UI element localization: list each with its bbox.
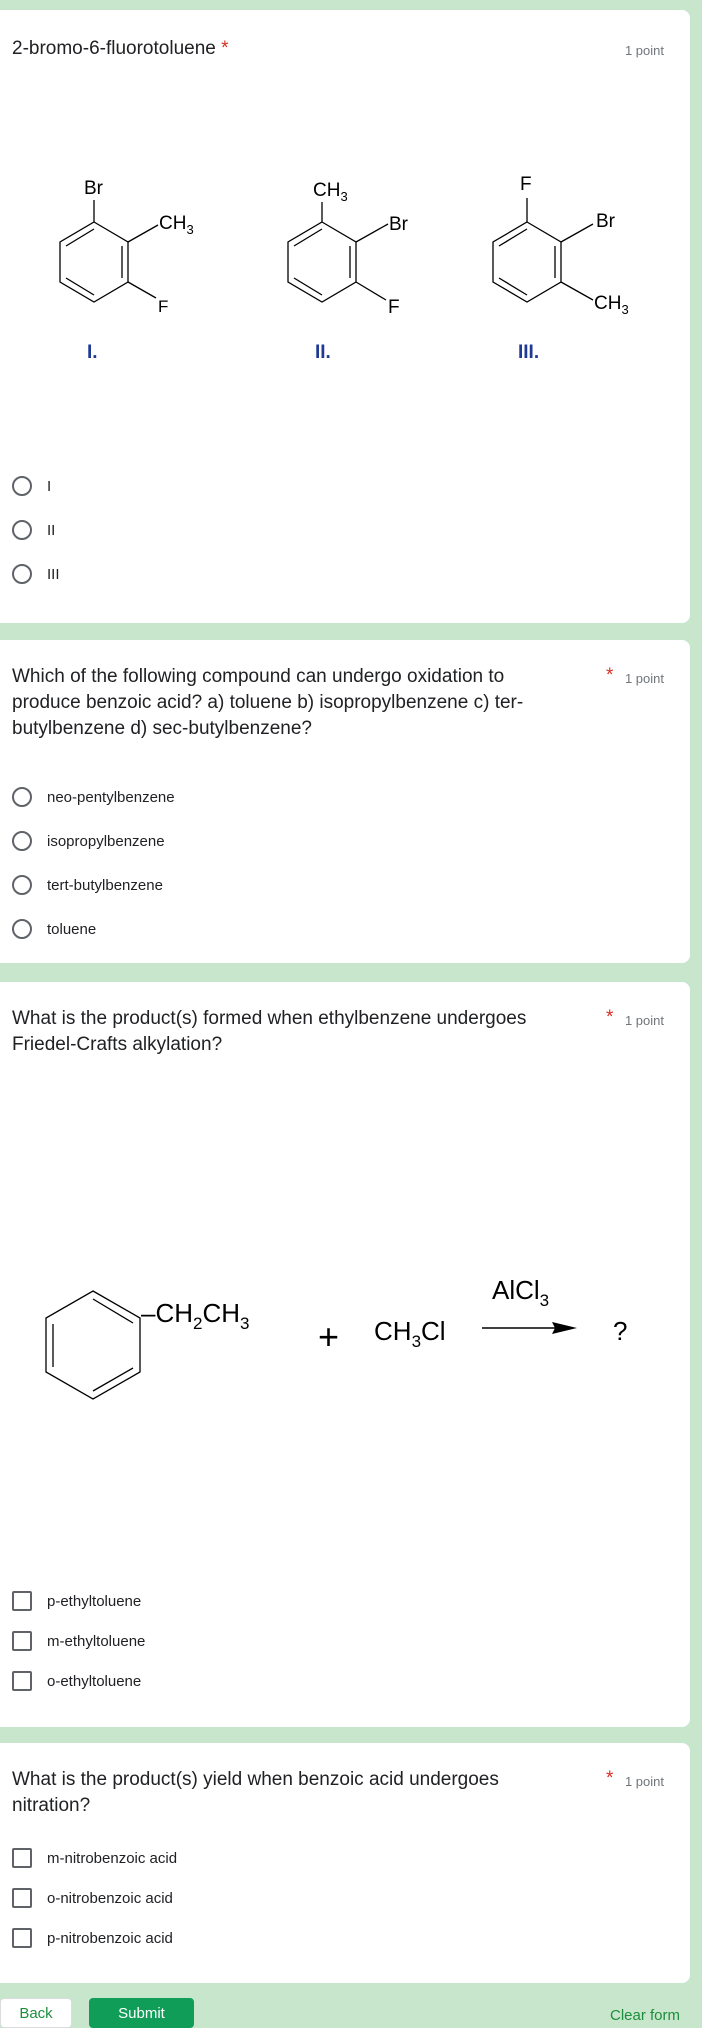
structure-3-right-label: Br — [596, 211, 615, 232]
question-text: What is the product(s) yield when benzoic acid undergoes nitration? — [12, 1769, 499, 1816]
option-label: toluene — [47, 920, 97, 938]
question-card-2 — [0, 640, 690, 963]
structure-2-right-label: Br — [389, 214, 408, 235]
checkbox[interactable] — [12, 1888, 32, 1908]
points-label: 1 point — [624, 671, 664, 686]
option-II[interactable] — [12, 516, 55, 544]
radio-button[interactable] — [12, 787, 32, 807]
option-label: m-ethyltoluene — [47, 1632, 146, 1650]
question-card-1 — [0, 10, 690, 623]
structure-1 — [60, 200, 158, 302]
option-neo-pentylbenzene[interactable] — [12, 783, 175, 811]
required-asterisk: * — [606, 1768, 614, 1789]
option-III[interactable] — [12, 560, 60, 588]
option-label: II — [47, 521, 56, 539]
points-label: 1 point — [624, 43, 664, 58]
question-title — [12, 36, 229, 62]
question-card-3 — [0, 982, 690, 1727]
question-figure — [0, 160, 690, 390]
option-label: neo-pentylbenzene — [47, 788, 175, 806]
required-asterisk: * — [606, 665, 614, 686]
option-o-ethyltoluene[interactable] — [12, 1667, 141, 1695]
option-tert-butylbenzene[interactable] — [12, 871, 163, 899]
substituent-label: $-CH_2CH_3$ — [141, 1298, 250, 1333]
product-placeholder: ? — [613, 1316, 628, 1346]
option-label: isopropylbenzene — [47, 832, 165, 850]
checkbox[interactable] — [12, 1928, 32, 1948]
checkbox[interactable] — [12, 1591, 32, 1611]
structure-2-numeral: II. — [315, 342, 331, 363]
structure-1-bottom-label: F — [158, 297, 169, 316]
option-toluene[interactable] — [12, 915, 96, 943]
question-text: What is the product(s) formed when ethylbenzene undergoes Friedel-Crafts alkylation? — [12, 1008, 527, 1055]
required-asterisk: * — [221, 38, 229, 59]
back-button[interactable]: Back — [0, 1998, 72, 2028]
option-m-ethyltoluene[interactable] — [12, 1627, 145, 1655]
question-card-4 — [0, 1743, 690, 1983]
option-o-nitrobenzoic-acid[interactable] — [12, 1884, 173, 1912]
structure-1-top-label: Br — [84, 178, 103, 199]
reaction-figure — [0, 1272, 690, 1422]
option-isopropylbenzene[interactable] — [12, 827, 165, 855]
option-label: p-nitrobenzoic acid — [47, 1929, 173, 1947]
reagent-label: $CH_3Cl$ — [374, 1316, 446, 1351]
option-label: tert-butylbenzene — [47, 876, 163, 894]
question-text: 2-bromo-6-fluorotoluene — [12, 38, 216, 59]
option-label: I — [47, 477, 52, 495]
option-label: p-ethyltoluene — [47, 1592, 142, 1610]
option-m-nitrobenzoic-acid[interactable] — [12, 1844, 177, 1872]
structure-3-top-label: F — [520, 174, 532, 195]
option-p-ethyltoluene[interactable] — [12, 1587, 141, 1615]
clear-form-link[interactable]: Clear form — [609, 2007, 680, 2024]
structure-3-bottom-label: $CH_3$ — [594, 293, 629, 317]
option-I[interactable] — [12, 472, 51, 500]
structure-3-numeral: III. — [518, 342, 540, 363]
reaction-arrow — [482, 1322, 577, 1334]
checkbox[interactable] — [12, 1671, 32, 1691]
radio-button[interactable] — [12, 919, 32, 939]
option-label: o-nitrobenzoic acid — [47, 1889, 173, 1907]
structure-1-right-label: $CH_3$ — [159, 213, 194, 237]
points-label: 1 point — [624, 1774, 664, 1789]
required-asterisk: * — [606, 1007, 614, 1028]
radio-button[interactable] — [12, 564, 32, 584]
radio-button[interactable] — [12, 875, 32, 895]
catalyst-label: AlCl$_3$ — [492, 1275, 550, 1310]
points-label: 1 point — [624, 1013, 664, 1028]
plus-sign: + — [318, 1316, 340, 1357]
structure-2 — [288, 202, 388, 302]
radio-button[interactable] — [12, 520, 32, 540]
radio-button[interactable] — [12, 831, 32, 851]
option-label: m-nitrobenzoic acid — [47, 1849, 178, 1867]
question-text: Which of the following compound can undergo oxidation to produce benzoic acid? a) toluene b) isopropylbenzene c) ter-butylbenzene d) sec-butylbenzene? — [12, 666, 524, 739]
option-label: III — [47, 565, 60, 583]
structure-2-bottom-label: F — [388, 297, 400, 318]
option-label: o-ethyltoluene — [47, 1672, 142, 1690]
checkbox[interactable] — [12, 1848, 32, 1868]
benzene-ring — [46, 1291, 140, 1399]
structure-1-numeral: I. — [87, 342, 98, 363]
structure-3 — [493, 198, 593, 302]
checkbox[interactable] — [12, 1631, 32, 1651]
radio-button[interactable] — [12, 476, 32, 496]
option-p-nitrobenzoic-acid[interactable] — [12, 1924, 173, 1952]
structure-2-top-label: $CH_3$ — [313, 180, 348, 204]
submit-button[interactable]: Submit — [89, 1998, 194, 2028]
